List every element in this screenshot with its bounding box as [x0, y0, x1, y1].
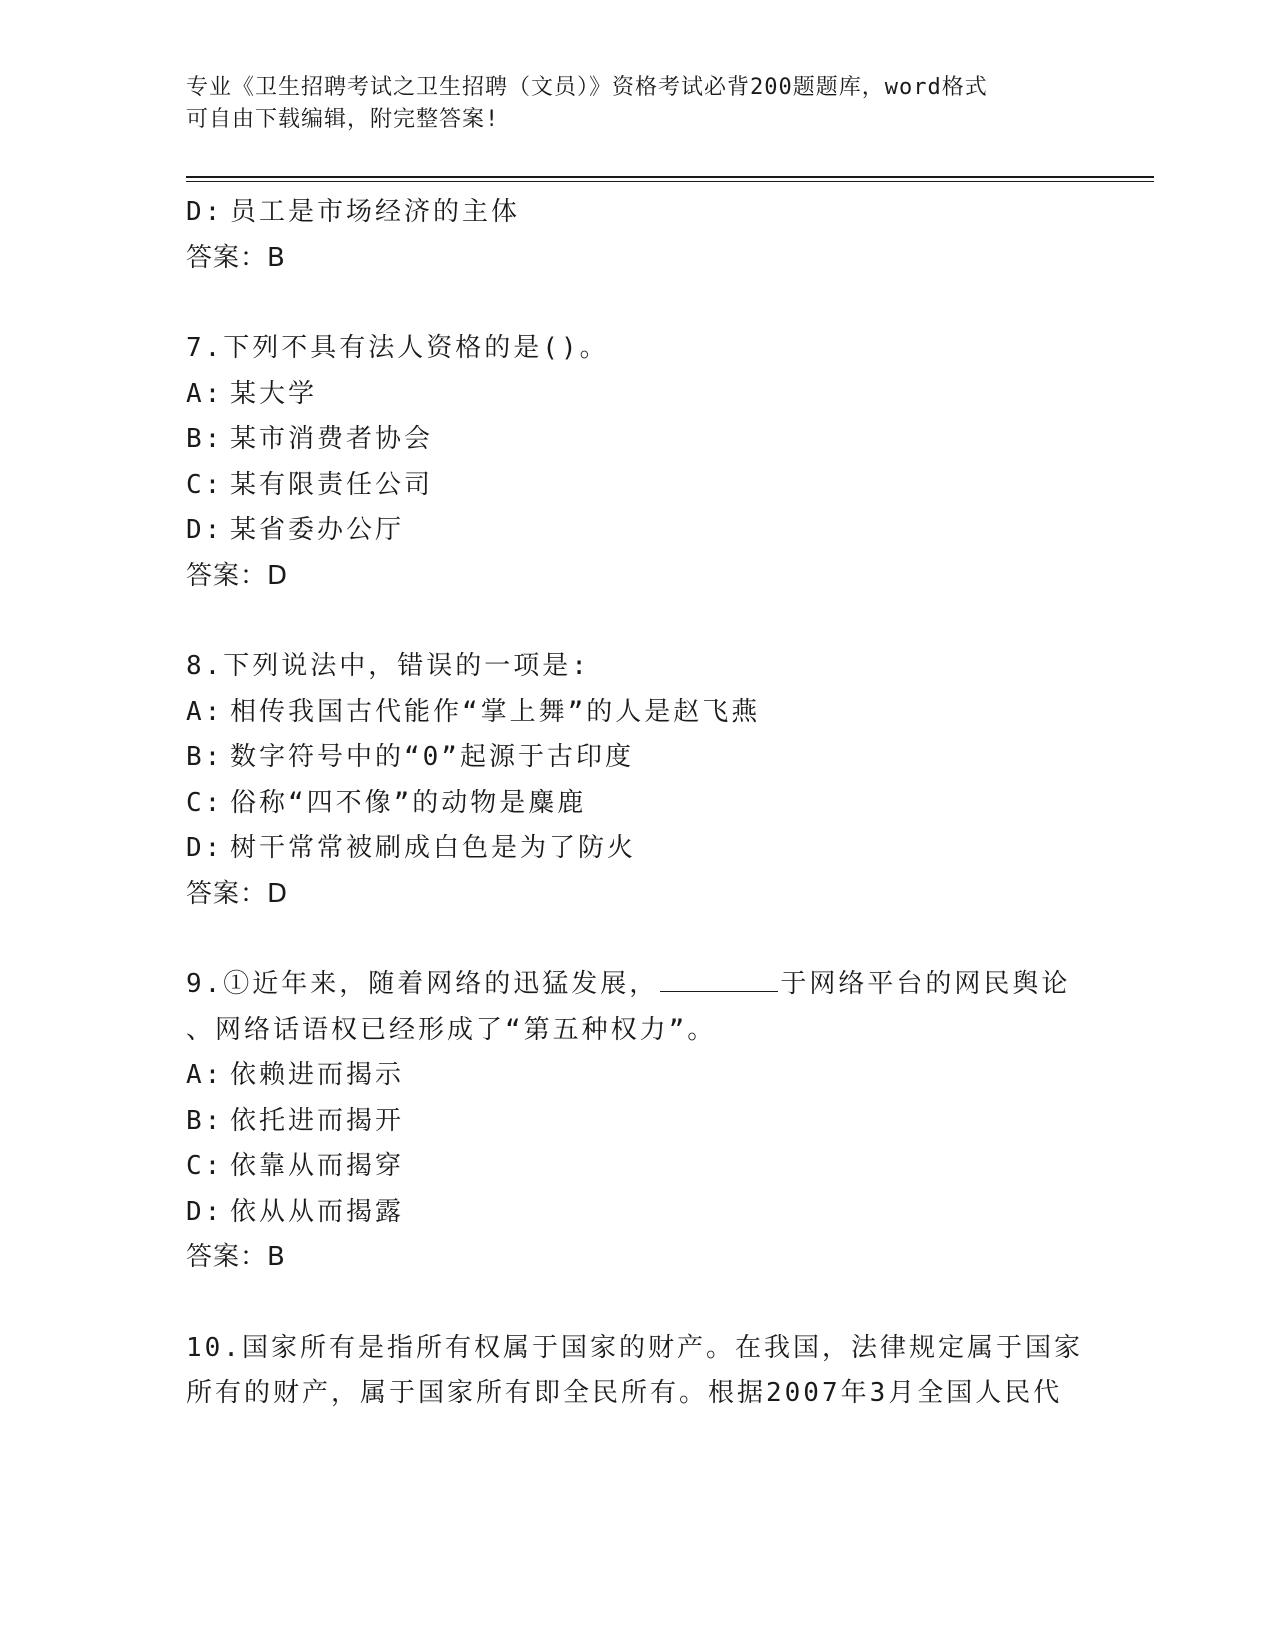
option-key: B: [186, 742, 224, 772]
option-key: C: [186, 1151, 224, 1181]
q8-stem: 8.下列说法中，错误的一项是: [186, 651, 590, 681]
option-key: D: [186, 197, 224, 227]
option-key: D: [186, 1196, 224, 1227]
q9-answer: 答案：B [186, 1242, 286, 1272]
prev-answer: 答案：B [186, 242, 286, 273]
q8-option-d [186, 826, 1086, 872]
header-line-2: 可自由下载编辑，附完整答案! [186, 107, 500, 132]
spacer [186, 1281, 1086, 1326]
option-key: D: [186, 833, 224, 863]
q8-option-c [186, 781, 1086, 827]
question-content [186, 190, 1086, 1417]
q10-stem-line-1: 10.国家所有是指所有权属于国家的财产。在我国，法律规定属于国家 [186, 1332, 1083, 1363]
q7-option-d [186, 508, 1086, 554]
q7-option-a [186, 372, 1086, 418]
q7-stem: 7.下列不具有法人资格的是()。 [186, 333, 609, 363]
header-line-1: 专业《卫生招聘考试之卫生招聘（文员）》资格考试必背200题题库，word格式 [186, 75, 988, 100]
option-key: B: [186, 1105, 224, 1136]
q8-answer: 答案：D [186, 878, 289, 909]
option-text: 某省委办公厅 [230, 515, 405, 545]
spacer [186, 917, 1086, 962]
q9-stem-part-1: 9.①近年来，随着网络的迅猛发展， [186, 969, 659, 999]
q9-option-a [186, 1053, 1086, 1099]
option-text: 某市消费者协会 [230, 424, 434, 454]
q7-option-c [186, 463, 1086, 509]
option-text: 依靠从而揭穿 [230, 1151, 405, 1181]
option-key: A: [186, 378, 224, 409]
option-text: 依赖进而揭示 [230, 1060, 405, 1090]
option-key: A: [186, 696, 224, 727]
q9-option-c [186, 1144, 1086, 1190]
option-text: 某有限责任公司 [230, 469, 434, 500]
q7-option-b [186, 417, 1086, 463]
q9-option-b [186, 1099, 1086, 1145]
option-key: B: [186, 424, 224, 454]
q7-answer: 答案：D [186, 560, 289, 591]
fill-blank [660, 965, 778, 992]
option-text: 依从从而揭露 [230, 1196, 405, 1227]
option-text: 树干常常被刷成白色是为了防火 [230, 833, 637, 863]
q9-option-d [186, 1190, 1086, 1236]
option-text: 依托进而揭开 [230, 1105, 405, 1136]
q9-stem-line-2: 、网络话语权已经形成了“第五种权力”。 [186, 1014, 717, 1045]
option-key: A: [186, 1060, 224, 1090]
q10-stem-line-2: 所有的财产，属于国家所有即全民所有。根据2007年3月全国人民代 [186, 1378, 1063, 1408]
header-divider-thick [186, 176, 1154, 178]
option-text: 数字符号中的“0”起源于古印度 [230, 742, 634, 772]
option-text: 某大学 [230, 378, 318, 409]
q8-option-b [186, 735, 1086, 781]
q8-option-a [186, 690, 1086, 736]
option-key: C: [186, 469, 224, 500]
option-key: D: [186, 515, 224, 545]
spacer [186, 599, 1086, 644]
header-divider-thin [186, 181, 1154, 182]
q9-stem-part-2: 于网络平台的网民舆论 [780, 969, 1071, 999]
option-text: 相传我国古代能作“掌上舞”的人是赵飞燕 [230, 696, 761, 727]
spacer [186, 281, 1086, 326]
q9-stem-line-1 [186, 962, 1086, 1008]
option-text: 员工是市场经济的主体 [230, 197, 521, 227]
option-key: C: [186, 787, 224, 818]
option-text: 俗称“四不像”的动物是麋鹿 [230, 787, 587, 818]
prev-option-d [186, 190, 1086, 236]
page-header [186, 72, 1066, 136]
